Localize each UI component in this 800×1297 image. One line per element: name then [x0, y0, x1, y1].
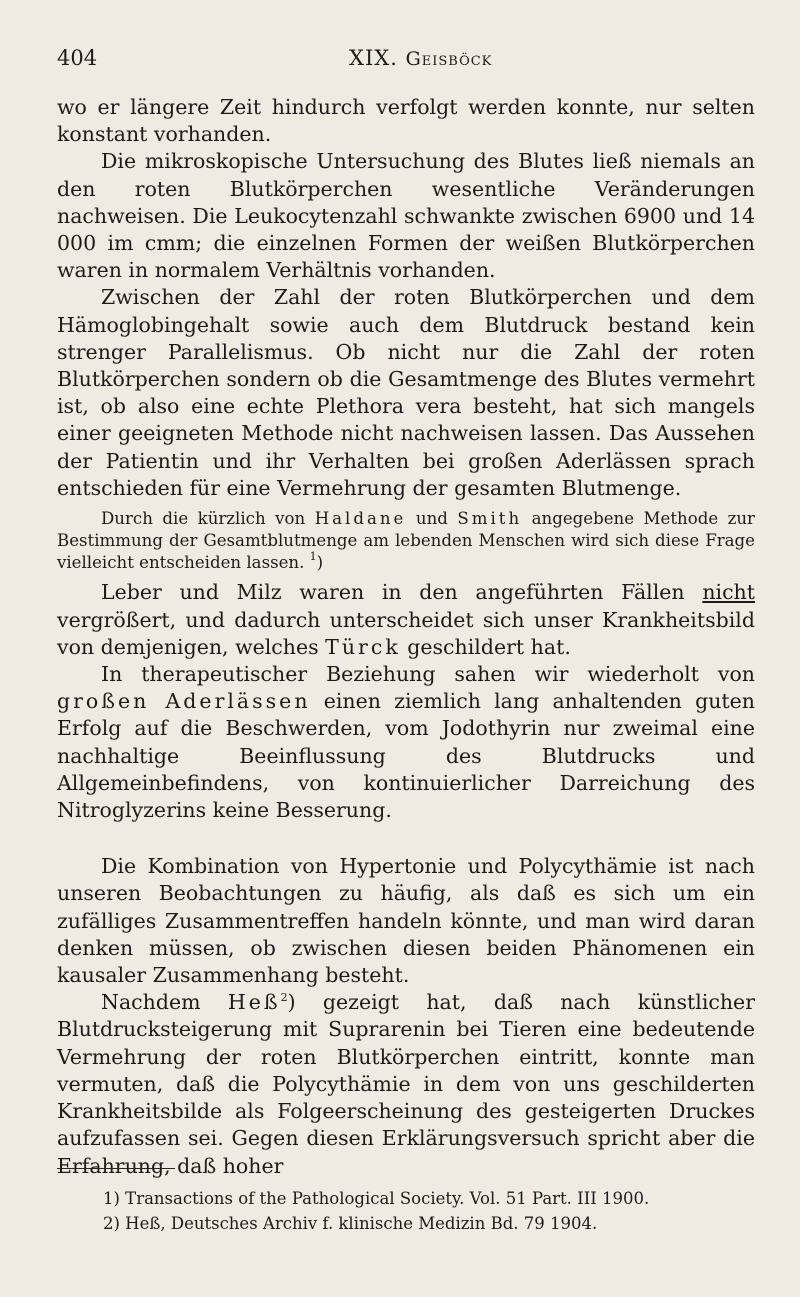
- small-print-note: [57, 508, 755, 573]
- footnote-ref: 2: [280, 991, 288, 1005]
- page-number: 404: [57, 46, 98, 70]
- paragraph: wo er längere Zeit hindurch verfolgt werden konnte, nur selten konstant vorhanden.: [57, 95, 755, 147]
- paragraph: [57, 579, 755, 661]
- text-span: Leber und Milz waren in den angeführten Fällen: [101, 580, 703, 605]
- footnote: [103, 1186, 755, 1211]
- text-span: einen ziemlich lang anhaltenden guten Erfolg auf die Beschwerden, vom Jodothyrin nur zweimal eine nachhaltige Beeinflussung des Blutdrucks und Allgemeinbefindens, von kontinuierlicher Darreichung des Nitroglyzerins keine Besserung.: [57, 689, 755, 823]
- text-span: Durch die kürzlich von: [101, 509, 315, 529]
- text-span: vergrößert, und dadurch unterscheidet sich unser Krankheitsbild von demjenigen, welches: [57, 607, 755, 659]
- text-span: In therapeutischer Beziehung sahen wir wiederholt von: [101, 662, 755, 687]
- page-header: [57, 46, 755, 74]
- section-gap: [57, 824, 755, 853]
- footnote-marker: 2): [103, 1214, 120, 1233]
- footnote-divider: [57, 1168, 175, 1169]
- paragraph: Zwischen der Zahl der roten Blutkörperchen und dem Hämoglobingehalt sowie auch dem Blutdruck bestand kein strenger Parallelismus. Ob nicht nur die Zahl der roten Blutkörperchen sondern ob die Gesamtmenge des Blutes vermehrt ist, ob also eine echte Plethora vera besteht, hat sich mangels einer geeigneten Methode nicht nachweisen lassen. Das Aussehen der Patientin und ihr Verhalten bei großen Aderlässen sprach entschieden für eine Vermehrung der gesamten Blutmenge.: [57, 285, 755, 500]
- footnote-marker: 1): [103, 1189, 120, 1208]
- footnote-text: Heß, Deutsches Archiv f. klinische Medizin Bd. 79 1904.: [119, 1214, 598, 1233]
- author-name-turck: Türck: [325, 634, 401, 659]
- paragraph: [57, 661, 755, 824]
- paragraph: Die Kombination von Hypertonie und Polycythämie ist nach unseren Beobachtungen zu häufig, als daß es sich um ein zufälliges Zusammentreffen handeln könnte, und man wird daran denken müssen, ob zwischen diesen beiden Phänomenen ein kausaler Zusammenhang besteht.: [57, 854, 755, 988]
- paragraph: [57, 989, 755, 1179]
- text-span: und: [406, 509, 458, 529]
- body-text: [57, 94, 755, 1180]
- text-span: angegebene Methode zur Bestimmung der Gesamtblutmenge am lebenden Menschen wird sich diese Frage vielleicht entscheiden lassen.: [57, 509, 755, 572]
- chapter-number: XIX.: [349, 46, 398, 70]
- text-span: geschildert hat.: [400, 634, 571, 659]
- footnotes: [103, 1186, 755, 1236]
- author-name-haldane: Haldane: [314, 509, 407, 529]
- author-name-hess: Heß: [227, 990, 281, 1015]
- emphasis-aderlaessen: großen Aderlässen: [57, 689, 311, 714]
- chapter-author: Geisböck: [405, 48, 493, 70]
- text-span: ) gezeigt hat, daß nach künstlicher Blutdrucksteigerung mit Suprarenin bei Tieren eine bedeutende Vermehrung der roten Blutkörperchen eintritt, konnte man vermuten, daß die Polycythämie in dem von uns geschilderten Krankheitsbilde als Folgeerscheinung des gesteigerten Druckes aufzufassen sei. Gegen diesen Erklärungsversuch spricht aber die Erfahrung, daß hoher: [57, 990, 755, 1178]
- footnote-text: Transactions of the Pathological Society. Vol. 51 Part. III 1900.: [119, 1189, 650, 1208]
- emphasis-nicht: nicht: [702, 580, 755, 605]
- author-name-smith: Smith: [457, 509, 523, 529]
- footnote-ref: 1: [309, 549, 317, 563]
- paragraph: Die mikroskopische Untersuchung des Blutes ließ niemals an den roten Blutkörperchen wesentliche Veränderungen nachweisen. Die Leukocytenzahl schwankte zwischen 6900 und 14 000 im cmm; die einzelnen Formen der weißen Blutkörperchen waren in normalem Verhältnis vorhanden.: [57, 149, 755, 283]
- text-span: Nachdem: [101, 990, 228, 1015]
- running-head: [349, 46, 492, 70]
- text-span: ): [316, 552, 324, 572]
- footnote: [103, 1211, 755, 1236]
